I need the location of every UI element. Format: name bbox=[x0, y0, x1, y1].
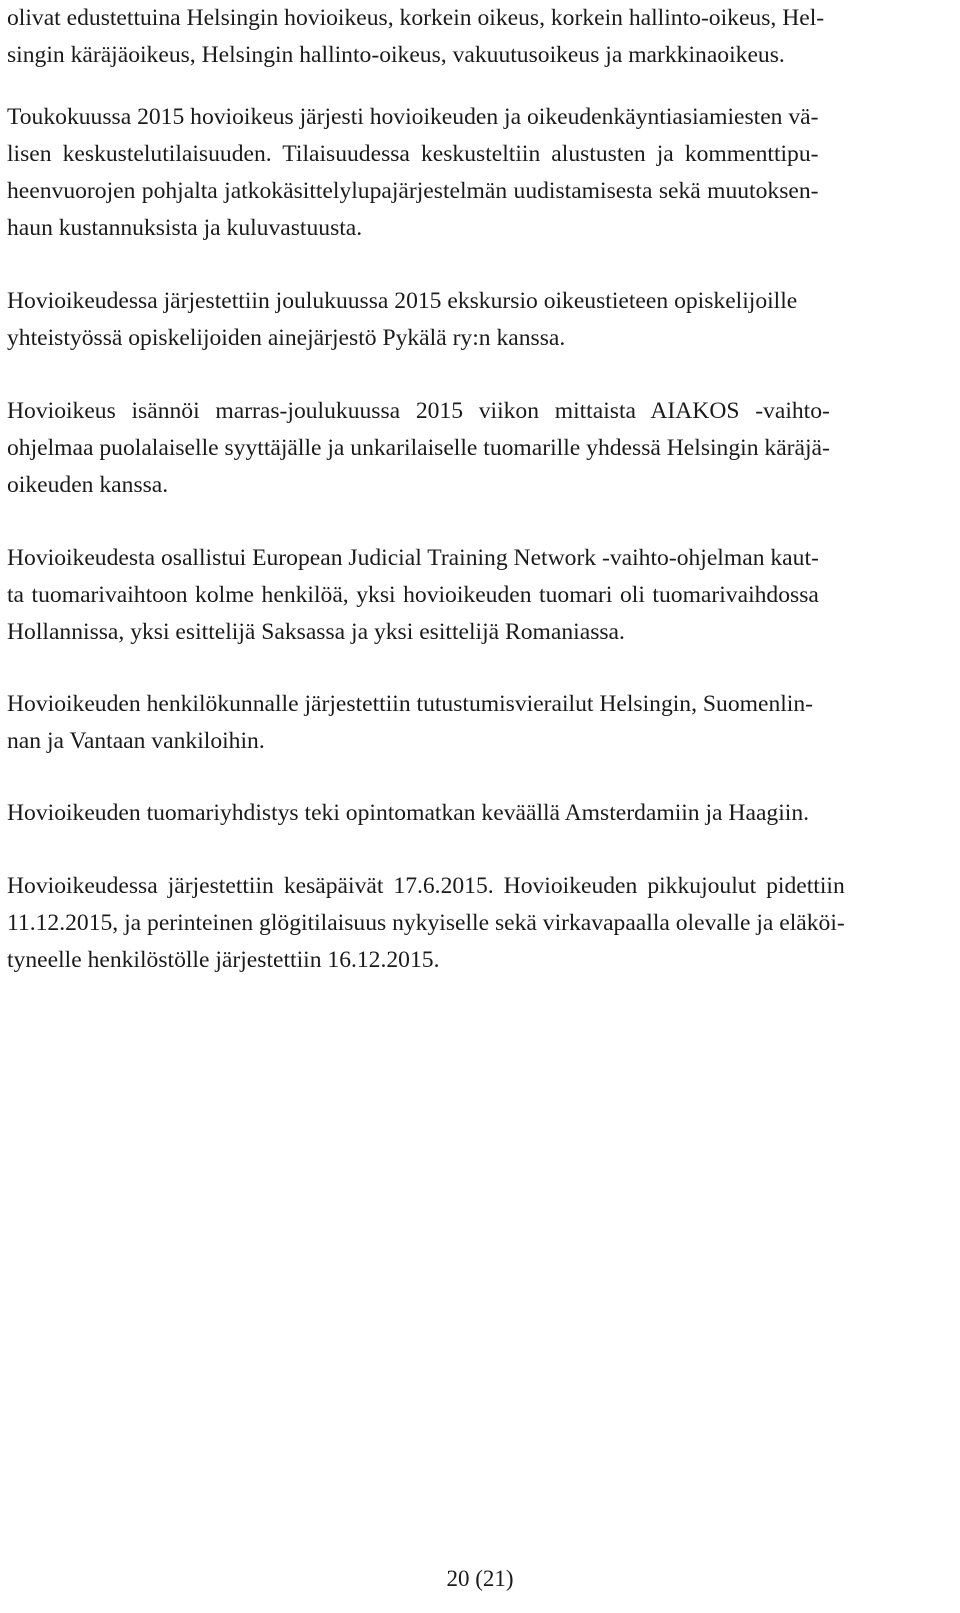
text-line: Hovioikeudessa järjestettiin joulukuussa 2015 ekskursio oikeustieteen opiskelijoille bbox=[7, 288, 798, 314]
text-line: tyneelle henkilöstölle järjestettiin 16.12.2015. bbox=[7, 947, 440, 973]
paragraph-study-trip bbox=[7, 795, 809, 832]
text-line: Hollannissa, yksi esittelijä Saksassa ja yksi esittelijä Romaniassa. bbox=[7, 619, 625, 645]
text-line: Hovioikeus isännöi marras-joulukuussa 2015 viikon mittaista AIAKOS -vaihto- bbox=[7, 398, 830, 424]
text-line: 11.12.2015, ja perinteinen glögitilaisuus nykyiselle sekä virkavapaalla olevalle ja eläköi- bbox=[7, 910, 845, 936]
paragraph-prison-visits bbox=[7, 686, 813, 760]
text-line: Hovioikeudesta osallistui European Judicial Training Network -vaihto-ohjelman kaut- bbox=[7, 545, 819, 571]
text-line: ta tuomarivaihtoon kolme henkilöä, yksi hovioikeuden tuomari oli tuomarivaihdossa bbox=[7, 582, 819, 608]
paragraph-discussion-event bbox=[7, 99, 819, 247]
text-line: ohjelmaa puolalaiselle syyttäjälle ja unkarilaiselle tuomarille yhdessä Helsingin käräjä- bbox=[7, 435, 830, 461]
paragraph-ejtn-exchange bbox=[7, 540, 819, 651]
text-line: haun kustannuksista ja kuluvastuusta. bbox=[7, 215, 363, 241]
text-line: Hovioikeuden tuomariyhdistys teki opintomatkan keväällä Amsterdamiin ja Haagiin. bbox=[7, 800, 810, 826]
text-line: oikeuden kanssa. bbox=[7, 472, 169, 498]
page-number: 20 (21) bbox=[446, 1566, 514, 1591]
paragraph-participants bbox=[7, 0, 824, 74]
paragraph-aiakos-exchange bbox=[7, 393, 830, 504]
paragraph-excursion bbox=[7, 283, 797, 357]
text-line: heenvuorojen pohjalta jatkokäsittelylupajärjestelmän uudistamisesta sekä muutoksen- bbox=[7, 178, 819, 204]
paragraph-staff-events bbox=[7, 868, 845, 979]
text-line: lisen keskustelutilaisuuden. Tilaisuudessa keskusteltiin alustusten ja kommenttipu- bbox=[7, 141, 819, 167]
text-line: yhteistyössä opiskelijoiden ainejärjestö Pykälä ry:n kanssa. bbox=[7, 325, 566, 351]
text-line: Hovioikeuden henkilökunnalle järjestettiin tutustumisvierailut Helsingin, Suomenlin- bbox=[7, 691, 814, 717]
text-line: Hovioikeudessa järjestettiin kesäpäivät 17.6.2015. Hovioikeuden pikkujoulut pidettiin bbox=[7, 873, 845, 899]
text-line: olivat edustettuina Helsingin hovioikeus, korkein oikeus, korkein hallinto-oikeus, Hel- bbox=[7, 5, 825, 31]
text-line: nan ja Vantaan vankiloihin. bbox=[7, 728, 265, 754]
text-line: Toukokuussa 2015 hovioikeus järjesti hovioikeuden ja oikeudenkäyntiasiamiesten vä- bbox=[7, 104, 819, 130]
text-line: singin käräjäoikeus, Helsingin hallinto-oikeus, vakuutusoikeus ja markkinaoikeus. bbox=[7, 42, 785, 68]
